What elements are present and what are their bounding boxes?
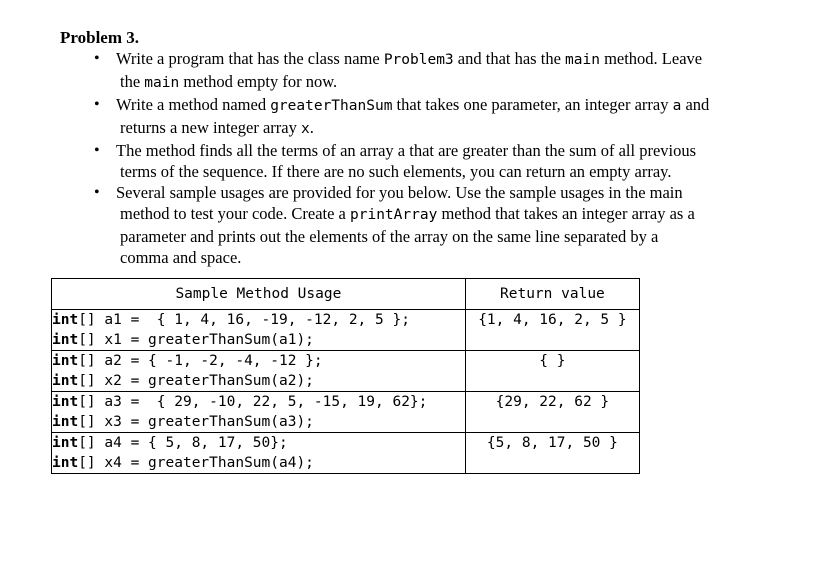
code-text: [] x4 = greaterThanSum(a4); bbox=[78, 455, 314, 471]
code-text: [] x3 = greaterThanSum(a3); bbox=[78, 414, 314, 430]
instruction-item bbox=[92, 182, 782, 268]
instruction-line: Several sample usages are provided for you below. Use the sample usages in the main bbox=[116, 183, 683, 202]
sample-code-cell bbox=[52, 351, 466, 392]
instruction-item bbox=[92, 48, 782, 94]
code-keyword: int bbox=[52, 455, 79, 471]
instruction-line: terms of the sequence. If there are no such elements, you can return an empty array. bbox=[120, 162, 672, 181]
problem-title: Problem 3. bbox=[60, 28, 140, 47]
code-keyword: int bbox=[52, 414, 79, 430]
bullet-dot-icon: • bbox=[94, 142, 100, 159]
table-row bbox=[52, 351, 640, 392]
code-keyword: int bbox=[52, 353, 79, 369]
inline-code: greaterThanSum bbox=[270, 98, 393, 114]
table-row bbox=[52, 310, 640, 351]
header-sample-usage: Sample Method Usage bbox=[52, 279, 466, 310]
table-row bbox=[52, 392, 640, 433]
inline-code: printArray bbox=[350, 207, 438, 223]
code-keyword: int bbox=[52, 312, 79, 328]
return-value-cell: {1, 4, 16, 2, 5 } bbox=[465, 310, 639, 351]
return-value-cell: { } bbox=[465, 351, 639, 392]
sample-usage-table bbox=[51, 278, 640, 474]
instruction-line: parameter and prints out the elements of the array on the same line separated by a bbox=[120, 227, 659, 246]
instruction-line: Write a program that has the class name Problem3 and that has the main method. Leave bbox=[116, 49, 703, 68]
code-text: [] a3 = { 29, -10, 22, 5, -15, 19, 62}; bbox=[78, 394, 428, 410]
instruction-line: returns a new integer array x. bbox=[120, 118, 314, 137]
code-keyword: int bbox=[52, 394, 79, 410]
code-keyword: int bbox=[52, 435, 79, 451]
instruction-item bbox=[92, 94, 782, 140]
code-text: [] a4 = { 5, 8, 17, 50}; bbox=[78, 435, 288, 451]
code-keyword: int bbox=[52, 332, 79, 348]
code-text: [] a2 = { -1, -2, -4, -12 }; bbox=[78, 353, 323, 369]
inline-code: main bbox=[565, 52, 600, 68]
inline-code: main bbox=[144, 75, 180, 91]
bullet-dot-icon: • bbox=[94, 184, 100, 201]
inline-code: a bbox=[672, 98, 682, 114]
code-text: [] x2 = greaterThanSum(a2); bbox=[78, 373, 314, 389]
table-header-row bbox=[52, 279, 640, 310]
instruction-line: comma and space. bbox=[120, 248, 242, 267]
instruction-line: method to test your code. Create a printArray method that takes an integer array as a bbox=[120, 204, 695, 223]
code-text: [] a1 = { 1, 4, 16, -19, -12, 2, 5 }; bbox=[78, 312, 410, 328]
instruction-item bbox=[92, 140, 782, 182]
sample-code-cell bbox=[52, 392, 466, 433]
sample-code-cell bbox=[52, 433, 466, 474]
bullet-dot-icon: • bbox=[94, 96, 100, 113]
header-return-value: Return value bbox=[465, 279, 639, 310]
return-value-cell: {29, 22, 62 } bbox=[465, 392, 639, 433]
table-row bbox=[52, 433, 640, 474]
bullet-dot-icon: • bbox=[94, 50, 100, 67]
instruction-line: The method finds all the terms of an array a that are greater than the sum of all previous bbox=[116, 141, 697, 160]
instruction-line: the main method empty for now. bbox=[120, 72, 338, 91]
instruction-line: Write a method named greaterThanSum that takes one parameter, an integer array a and bbox=[116, 95, 710, 114]
code-keyword: int bbox=[52, 373, 79, 389]
inline-code: x bbox=[300, 121, 310, 137]
return-value-cell: {5, 8, 17, 50 } bbox=[465, 433, 639, 474]
inline-code: Problem3 bbox=[383, 52, 454, 68]
code-text: [] x1 = greaterThanSum(a1); bbox=[78, 332, 314, 348]
instruction-list bbox=[92, 48, 782, 268]
sample-code-cell bbox=[52, 310, 466, 351]
